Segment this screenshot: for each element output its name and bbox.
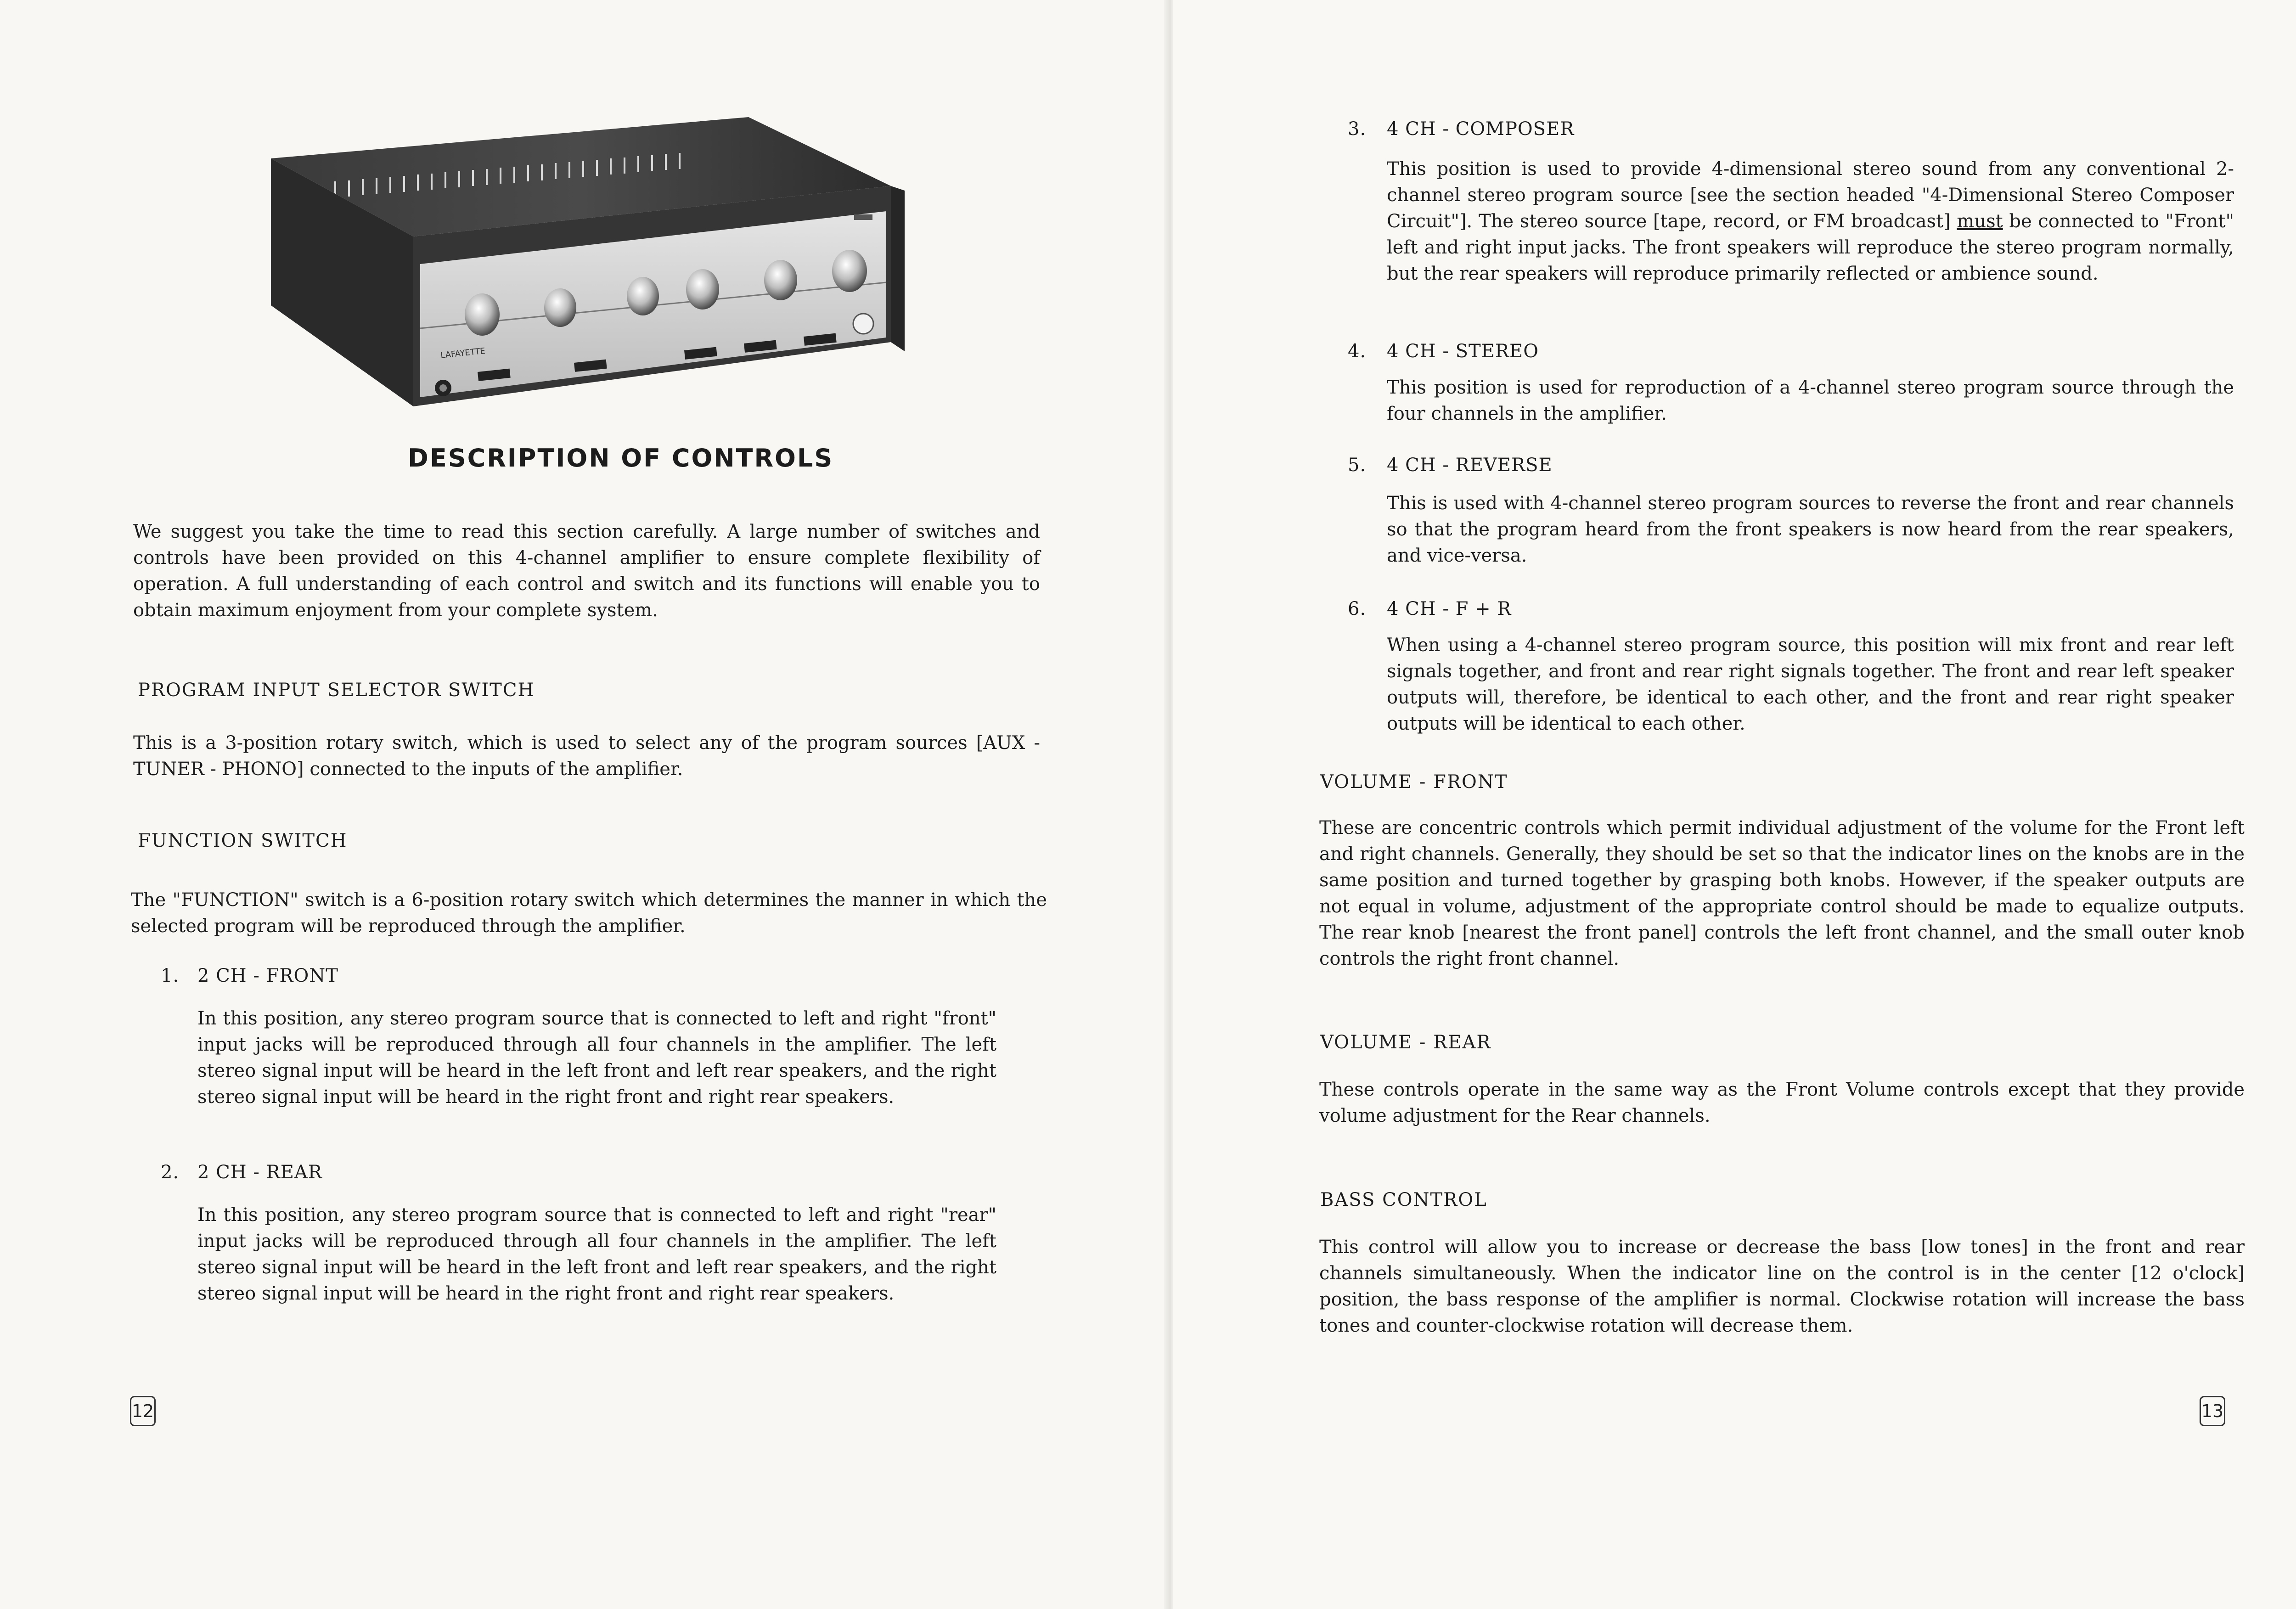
bass-control-heading: BASS CONTROL <box>1320 1189 1487 1210</box>
intro-paragraph: We suggest you take the time to read this section carefully. A large number of switches and controls have been provided on this 4-channel amplifier to ensure complete flexibility of operation. A full understanding of each control and switch and its functions will enable you to obtain maximum enjoyment from your complete system. <box>133 521 1040 621</box>
item-2-text: In this position, any stereo program source that is connected to left and right "rear" input jacks will be reproduced through all four channels in the amplifier. The left stereo signal input will be heard in the left front and left rear speakers, and the right stereo signal input will be heard in the right front and right rear speakers. <box>197 1204 996 1304</box>
item-3-text-a: This position is used to provide 4-dimensional stereo sound from any conventional 2-channel stereo program source [see the section headed "4-Dimensional Stereo Composer Circuit"]. The stereo source [tape, record, or FM broadcast] <box>1387 158 2234 232</box>
item-5-number: 5. <box>1348 455 1367 476</box>
item-4-number: 4. <box>1348 341 1367 362</box>
amplifier-photo <box>262 113 914 425</box>
program-selector-text: This is a 3-position rotary switch, which is used to select any of the program sources [AUX - TUNER - PHONO] connected to the inputs of the amplifier. <box>133 732 1040 780</box>
page-number: 13 <box>2200 1396 2225 1426</box>
item-6-number: 6. <box>1348 598 1367 619</box>
item-3-label: 4 CH - COMPOSER <box>1387 118 1575 140</box>
volume-rear-text: These controls operate in the same way as the Front Volume controls except that they provide volume adjustment for the Rear channels. <box>1319 1079 2245 1126</box>
item-5-text: This is used with 4-channel stereo program sources to reverse the front and rear channels so that the program heard from the front speakers is now heard from the rear speakers, and vice-versa. <box>1387 493 2234 566</box>
function-switch-heading: FUNCTION SWITCH <box>138 830 348 851</box>
page-number: 12 <box>130 1396 156 1426</box>
item-4-text: This position is used for reproduction of a 4-channel stereo program source through the four channels in the amplifier. <box>1387 377 2234 424</box>
item-3-text-b: be connected to "Front" left and right input jacks. The front speakers will reproduce the stereo program normally, but the rear speakers will reproduce primarily reflected or ambience sound. <box>1387 211 2234 284</box>
volume-front-text: These are concentric controls which permit individual adjustment of the volume for the Front left and right channels. Generally, they should be set so that the indicator lines on the knobs are in the same position and turned together by grasping both knobs. However, if the speaker outputs are not equal in volume, adjustment of the appropriate control should be made to equalize outputs. The rear knob [nearest the front panel] controls the left front channel, and the small outer knob controls the right front channel. <box>1319 817 2245 969</box>
bass-control-text: This control will allow you to increase or decrease the bass [low tones] in the front and rear channels simultaneously. When the indicator line on the control is in the center [12 o'clock] position, the bass response of the amplifier is normal. Clockwise rotation will increase the bass tones and counter-clockwise rotation will decrease them. <box>1319 1237 2245 1336</box>
program-selector-heading: PROGRAM INPUT SELECTOR SWITCH <box>138 680 535 701</box>
item-5-label: 4 CH - REVERSE <box>1387 455 1553 476</box>
item-4-label: 4 CH - STEREO <box>1387 341 1539 362</box>
item-6-text: When using a 4-channel stereo program source, this position will mix front and rear left signals together, and front and rear right signals together. The front and rear left speaker outputs will, therefore, be identical to each other, and the front and rear right speaker outputs will be identical to each other. <box>1387 635 2234 734</box>
function-switch-text: The "FUNCTION" switch is a 6-position rotary switch which determines the manner in which the selected program will be reproduced through the amplifier. <box>131 889 1047 937</box>
item-1-number: 1. <box>161 965 180 986</box>
item-1-text: In this position, any stereo program source that is connected to left and right "front" input jacks will be reproduced through all four channels in the amplifier. The left stereo signal input will be heard in the left front and left rear speakers, and the right stereo signal input will be heard in the right front and right rear speakers. <box>197 1008 996 1108</box>
item-3-text-underlined: must <box>1957 211 2003 232</box>
right-page <box>1173 0 2296 1609</box>
volume-front-heading: VOLUME - FRONT <box>1320 771 1508 793</box>
item-1-label: 2 CH - FRONT <box>197 965 338 986</box>
page-title: DESCRIPTION OF CONTROLS <box>408 444 834 473</box>
item-3-text <box>1387 156 2234 287</box>
svg-text:LAFAYETTE: LAFAYETTE <box>440 346 486 360</box>
item-2-number: 2. <box>161 1162 180 1183</box>
item-2-label: 2 CH - REAR <box>197 1162 322 1183</box>
item-6-label: 4 CH - F + R <box>1387 598 1512 619</box>
item-3-number: 3. <box>1348 118 1367 140</box>
volume-rear-heading: VOLUME - REAR <box>1320 1032 1491 1053</box>
